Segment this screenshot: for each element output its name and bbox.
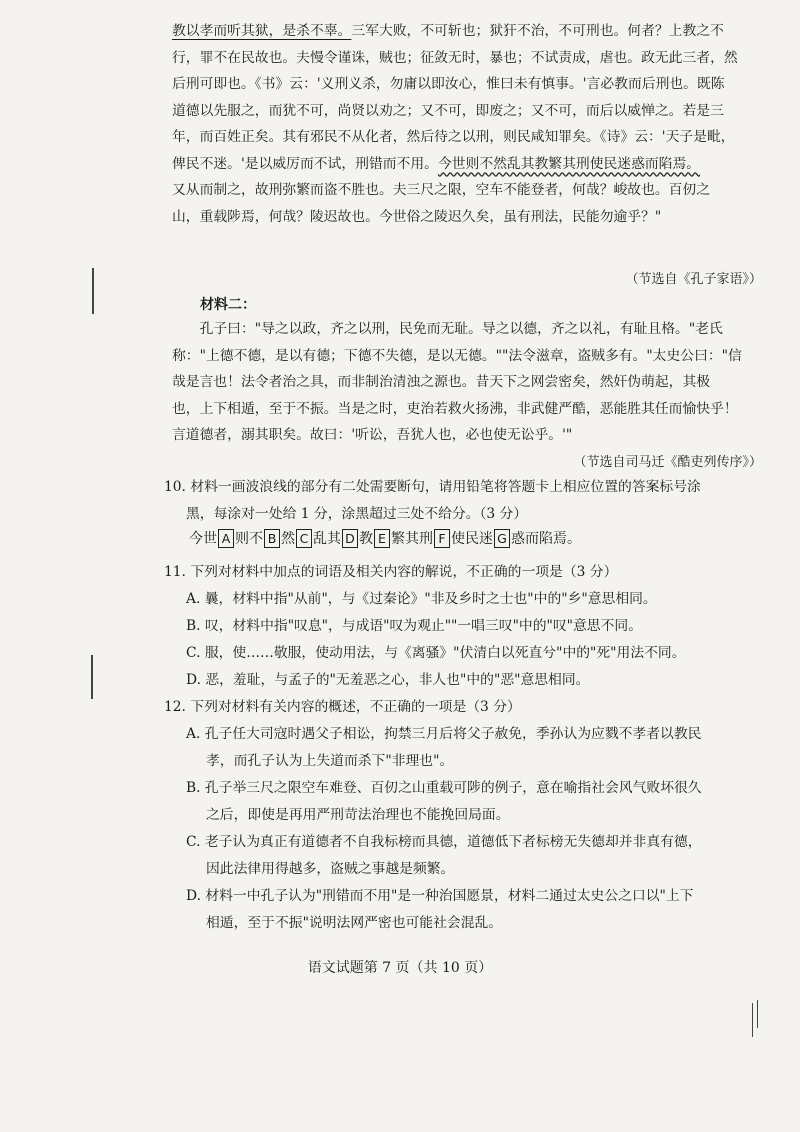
question-11-stem: 11. 下列对材料中加点的词语及相关内容的解说，不正确的一项是（3 分）	[164, 564, 618, 580]
passage-line: 又从而制之，故刑弥繁而盗不胜也。夫三尺之限，空车不能登者，何哉？峻故也。百仞之	[172, 182, 711, 198]
sequence-text: 使民迷	[451, 531, 493, 547]
page-footer: 语文试题第 7 页（共 10 页）	[307, 960, 493, 976]
passage-line: 孔子曰："导之以政，齐之以刑，民免而无耻。导之以德，齐之以礼，有耻且格。"老氏	[199, 321, 723, 337]
passage-line: 道德以先服之，而犹不可，尚贤以劝之；又不可，即废之；又不可，而后以威惮之。若是三	[172, 102, 724, 119]
scan-mark	[757, 1000, 758, 1028]
answer-box-a: A	[218, 529, 234, 548]
passage-line: 哉是言也！法令者治之具，而非制治清浊之源也。昔天下之网尝密矣，然奸伪萌起，其极	[172, 374, 711, 390]
question-12-option-b: B. 孔子举三尺之限空车难登、百仞之山重载可陟的例子，意在喻指社会风气败坏很久 之后，即使是再用严刑苛法治理也不能挽回局面。	[186, 780, 702, 823]
sequence-text: 则不	[235, 531, 263, 547]
question-10-stem: 10. 材料一画波浪线的部分有二处需要断句，请用铅笔将答题卡上相应位置的答案标号涂 黑，每涂对一处给 1 分，涂黑超过三处不给分。（3 分）	[164, 479, 701, 522]
sequence-text: 繁其刑	[391, 531, 433, 547]
scan-mark	[752, 1003, 753, 1037]
question-12-option-c: C. 老子认为真正有道德者不自我标榜而具德，道德低下者标榜无失德却并非真有德， 因此法律用得越多，盗贼之事越是频繁。	[186, 834, 702, 877]
question-11-option-a: A. 曩，材料中指"从前"，与《过秦论》"非及乡时之士也"中的"乡"意思相同。	[186, 591, 657, 607]
scan-mark	[92, 268, 94, 314]
answer-box-g: G	[494, 529, 510, 548]
sequence-text: 今世	[189, 531, 217, 547]
sequence-text: 然	[281, 531, 295, 547]
answer-box-d: D	[342, 529, 358, 548]
question-10-answer-sequence	[189, 528, 581, 548]
question-12-option-d: D. 材料一中孔子认为"刑错而不用"是一种治国愿景，材料二通过太史公之口以"上下 相遁，至于不振"说明法网严密也可能社会混乱。	[186, 888, 694, 931]
material-one-text	[172, 18, 772, 230]
underlined-text: 教以孝而听其狱，是杀不辜。	[172, 23, 352, 39]
material-one-attribution: （节选自《孔子家语》）	[625, 272, 762, 287]
answer-box-f: F	[434, 529, 450, 548]
sequence-text: 乱其	[313, 531, 341, 547]
passage-line: 教以孝而听其狱，是杀不辜。三军大败，不可斩也；狱犴不治，不可刑也。何者？上教之不	[172, 23, 724, 39]
passage-line: 言道德者，溺其职矣。故曰：'听讼，吾犹人也，必也使无讼乎。'"	[172, 427, 573, 443]
wavy-underlined-text: 今世则不然乱其教繁其刑使民迷惑而陷焉。	[437, 155, 701, 172]
material-two-attribution: （节选自司马迁《酷吏列传序》）	[573, 455, 762, 470]
scan-mark	[91, 655, 93, 699]
question-12-option-a: A. 孔子任大司寇时遇父子相讼，拘禁三月后将父子赦免，季孙认为应戮不孝者以教民 孝，而孔子认为上失道而杀下"非理也"。	[186, 726, 702, 769]
passage-line: 后刑可即也。《书》云：'义刑义杀，勿庸以即汝心，惟曰未有慎事。'言必教而后刑也。既陈	[172, 76, 725, 92]
question-12-stem: 12. 下列对材料有关内容的概述，不正确的一项是（3 分）	[164, 699, 521, 715]
passage-line: 山，重载陟焉，何哉？陵迟故也。今世俗之陵迟久矣，虽有刑法，民能勿逾乎？"	[172, 208, 662, 225]
answer-box-c: C	[296, 529, 312, 548]
passage-line: 也，上下相遁，至于不振。当是之时，吏治若救火扬沸，非武健严酷，恶能胜其任而愉快乎！	[172, 400, 738, 417]
question-11-option-d: D. 恶，羞耻，与孟子的"无羞恶之心，非人也"中的"恶"意思相同。	[186, 672, 590, 688]
passage-line: 俾民不迷。'是以威厉而不试，刑错而不用。今世则不然乱其教繁其刑使民迷惑而陷焉。	[172, 155, 701, 172]
material-two-text	[172, 316, 772, 449]
sequence-text: 教	[359, 531, 373, 547]
material-two-heading: 材料二：	[200, 297, 256, 313]
passage-line: 年，而百姓正矣。其有邪民不从化者，然后待之以刑，则民咸知罪矣。《诗》云：'天子是毗，	[172, 129, 735, 145]
question-11-option-c: C. 服，使……敬服，使动用法，与《离骚》"伏清白以死直兮"中的"死"用法不同。	[186, 645, 686, 661]
sequence-text: 惑而陷焉。	[511, 531, 581, 547]
answer-box-e: E	[374, 529, 390, 548]
passage-line: 称："上德不德，是以有德；下德不失德，是以无德。""法令滋章，盗贼多有。"太史公曰："信	[172, 347, 742, 364]
passage-line: 行，罪不在民故也。夫慢令谨诛，贼也；征敛无时，暴也；不试责成，虐也。政无此三者，然	[172, 49, 738, 66]
answer-box-b: B	[264, 529, 280, 548]
question-11-option-b: B. 叹，材料中指"叹息"，与成语"叹为观止""一唱三叹"中的"叹"意思不同。	[186, 618, 642, 634]
